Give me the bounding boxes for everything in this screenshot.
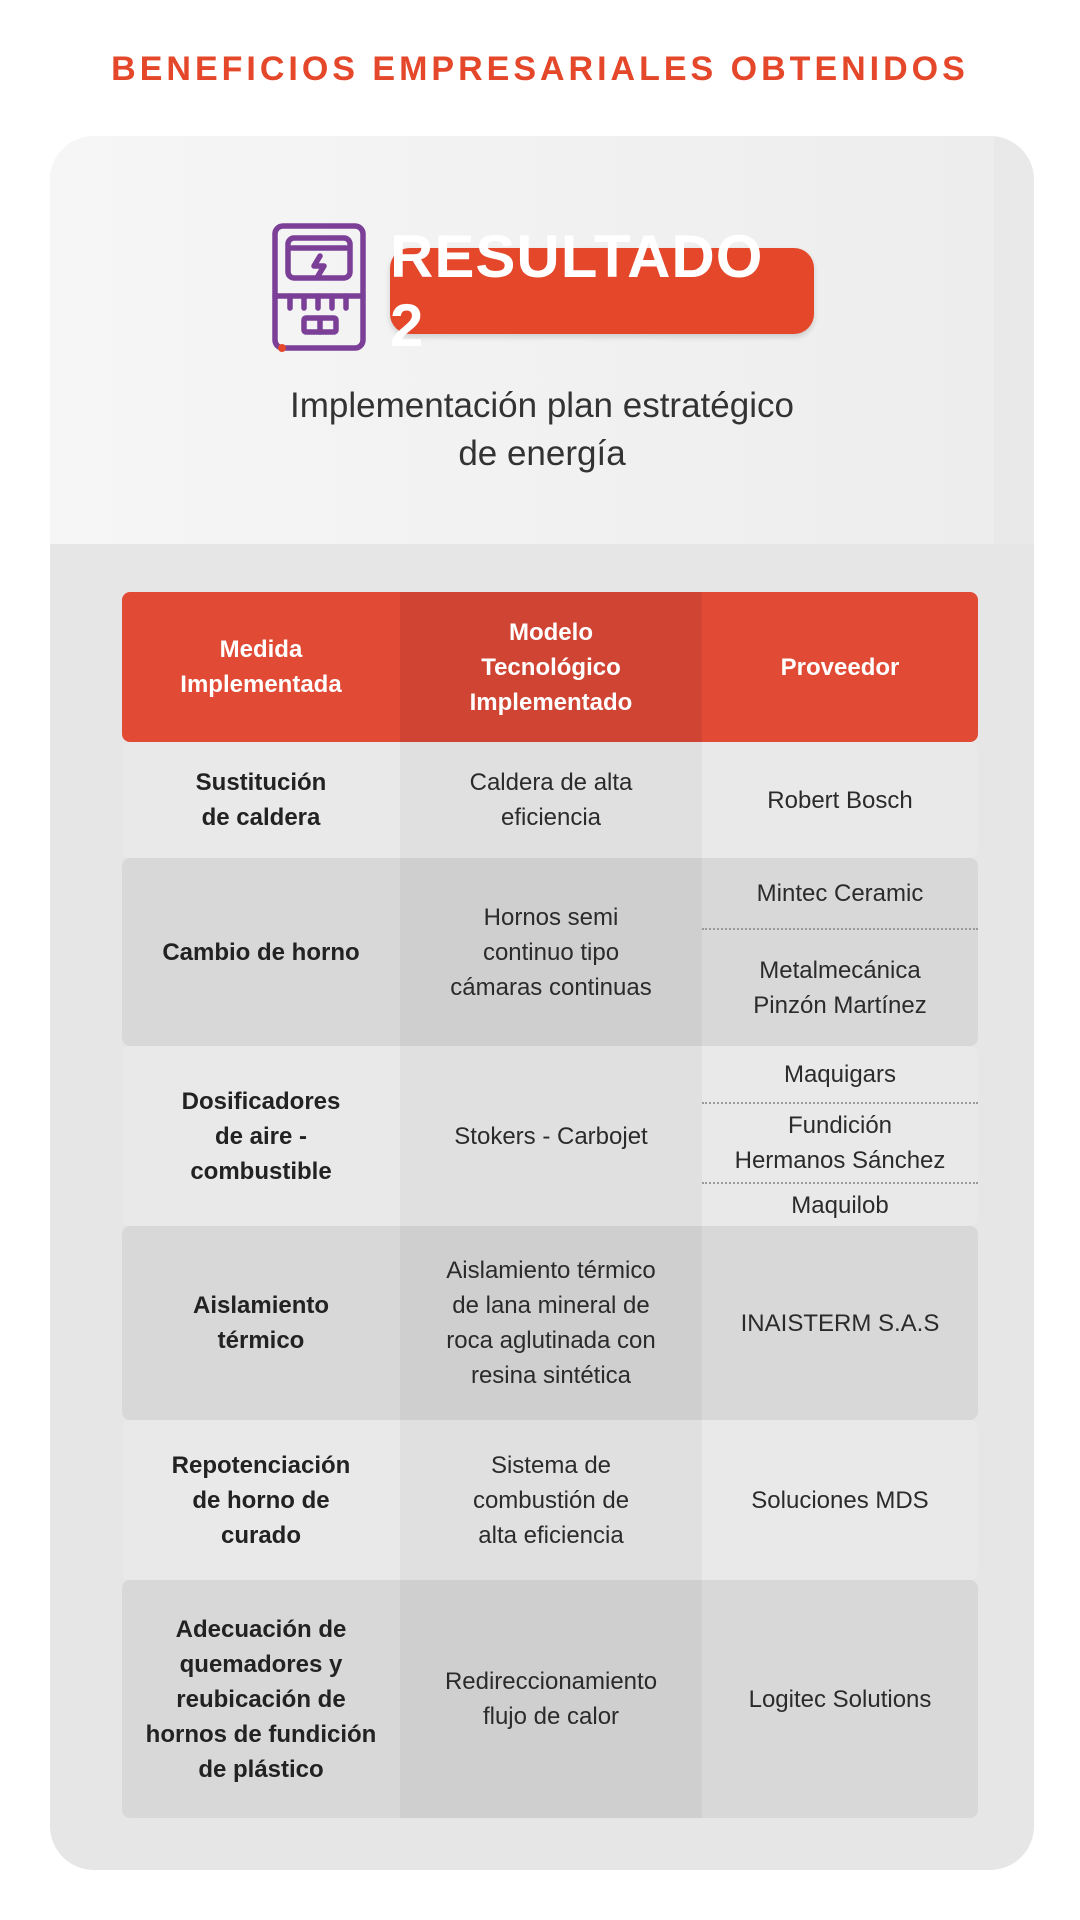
result-card [50,136,1034,1870]
result-subtitle: Implementación plan estratégico de energía [290,386,794,473]
result-badge: RESULTADO 2 [390,248,814,334]
provider-entry: Mintec Ceramic [756,879,924,907]
cell-modelo: Caldera de alta eficiencia [400,742,702,858]
cell-proveedor: INAISTERM S.A.S [702,1226,978,1420]
table-row [122,1580,978,1818]
provider-entry: Maquigars [783,1060,897,1088]
table-row [122,1226,978,1420]
header-medida: Medida Implementada [180,636,342,698]
cell-medida: Dosificadores de aire - combustible [122,1046,400,1226]
provider-entry: Maquilob [702,1182,978,1226]
table-row [122,742,978,858]
cell-modelo: Aislamiento térmico de lana mineral de roca aglutinada con resina sintética [400,1226,702,1420]
provider-entry: Fundición Hermanos Sánchez [702,1102,978,1182]
cell-proveedor: Robert Bosch [702,742,978,858]
provider-entry: Metalmecánica Pinzón Martínez [702,928,978,1046]
cell-medida: Sustitución de caldera [122,742,400,858]
cell-proveedor [702,1046,978,1226]
cell-proveedor: Soluciones MDS [702,1420,978,1580]
table-row [122,1420,978,1580]
cell-modelo: Sistema de combustión de alta eficiencia [400,1420,702,1580]
cell-modelo: Stokers - Carbojet [400,1046,702,1226]
page-title: BENEFICIOS EMPRESARIALES OBTENIDOS [111,50,969,88]
table-row [122,1046,978,1226]
table-row [122,858,978,1046]
cell-medida: Repotenciación de horno de curado [122,1420,400,1580]
cell-modelo: Hornos semi continuo tipo cámaras continuas [400,858,702,1046]
header-modelo: Modelo Tecnológico Implementado [400,592,702,742]
header-proveedor: Proveedor [780,653,900,681]
cell-medida: Cambio de horno [122,858,400,1046]
cell-proveedor: Logitec Solutions [702,1580,978,1818]
cell-proveedor [702,858,978,1046]
table-header [122,592,978,742]
cell-modelo: Redireccionamiento flujo de calor [400,1580,702,1818]
cell-medida: Aislamiento térmico [122,1226,400,1420]
energy-meter-icon [270,222,370,356]
cell-medida: Adecuación de quemadores y reubicación de hornos de fundición de plástico [122,1580,400,1818]
results-table [122,592,978,1818]
